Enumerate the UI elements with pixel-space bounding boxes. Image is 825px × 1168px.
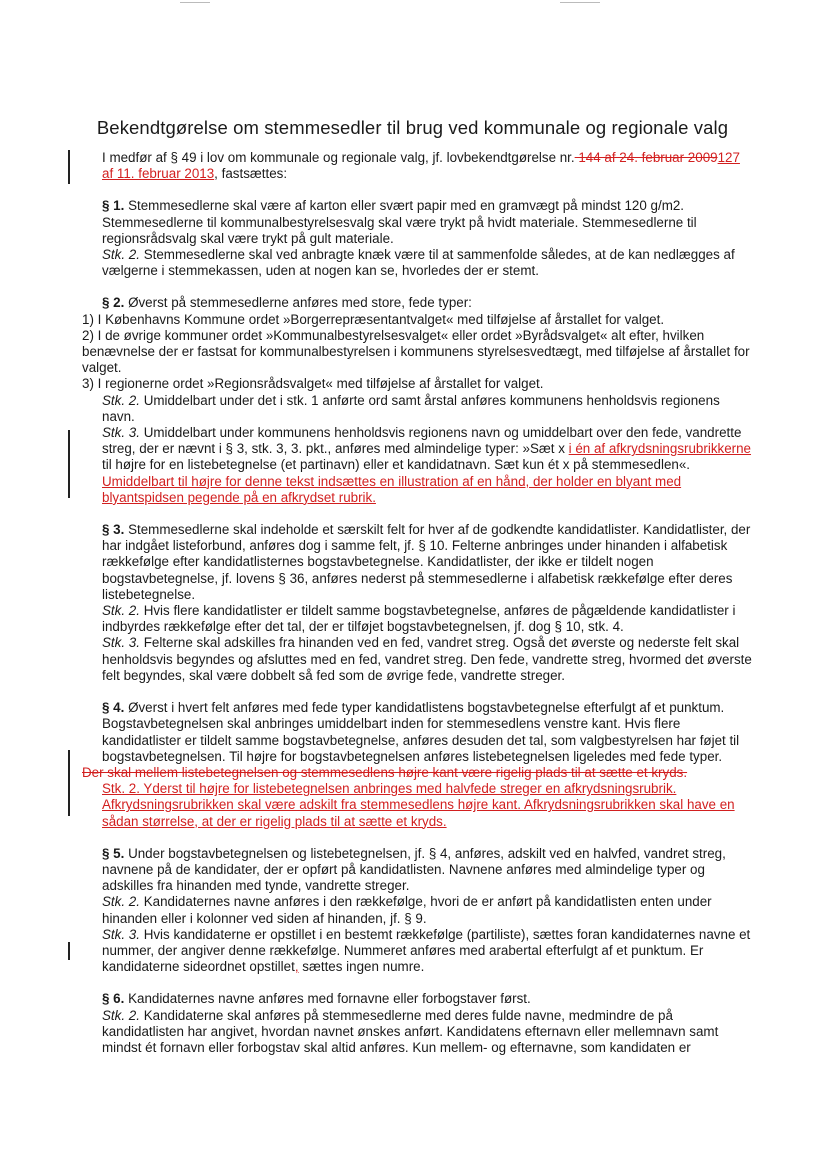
section-text: Kandidaternes navne anføres med fornavne eller forbogstaver først. <box>124 991 531 1007</box>
stk-text: til højre for en listebetegnelse (et partinavn) eller et kandidatnavn. Sæt kun ét x på stemmesedlen«. <box>102 457 691 473</box>
stk-text: Hvis kandidaterne er opstillet i en bestemt rækkefølge (partiliste), sættes foran kandidaternes navne et nummer, der angiver denne rækkefølge. Nummeret anføres med arabertal efterfulgt af et punktum. Er kandidaterne sideordnet opstillet <box>102 926 751 975</box>
section-number: § 2. <box>102 295 125 311</box>
inserted-text: i én af afkrydsningsrubrikkerne <box>568 441 752 457</box>
section-2-stk-3 <box>82 425 754 506</box>
section-6 <box>82 991 754 1007</box>
stk-text: Umiddelbart under det i stk. 1 anførte ord samt årstal anføres kommunens henholdsvis regionens navn. <box>102 392 720 424</box>
intro-text-end: , fastsættes: <box>214 166 288 182</box>
scan-speck <box>180 2 210 3</box>
section-5-stk-3 <box>82 927 754 976</box>
scan-speck <box>560 2 600 3</box>
stk-label: Stk. 2. <box>102 1007 140 1023</box>
section-2-item: 1) I Københavns Kommune ordet »Borgerrepræsentantvalget« med tilføjelse af årstallet for valget. <box>82 311 665 327</box>
deleted-text: Der skal mellem listebetegnelsen og stemmesedlens højre kant være rigelig plads til at sætte et kryds. <box>82 764 688 780</box>
change-bar <box>68 430 70 498</box>
section-number: § 4. <box>102 700 125 716</box>
stk-label: Stk. 2. <box>102 603 140 619</box>
section-4 <box>82 700 754 765</box>
section-1-stk-2 <box>82 247 754 279</box>
stk-label: Stk. 2. <box>102 247 140 263</box>
section-3-stk-2 <box>82 603 754 635</box>
section-text: Stemmesedlerne skal være af karton eller svært papir med en gramvægt på mindst 120 g/m2. Stemmesedlerne til kommunalbestyrelsesvalg skal være trykt på hvidt materiale. Stemmesedlerne til regionsrådsvalg skal være trykt på gult materiale. <box>102 198 697 246</box>
section-4-deleted <box>82 765 754 781</box>
stk-text: Kandidaterne skal anføres på stemmesedlerne med deres fulde navne, medmindre de på kandidatlisten har angivet, hvordan navnet ønskes anført. Kandidatens efternavn eller mellemnavn samt mindst ét fornavn eller forbogstav skal altid anføres. Kun mellem- og efternavne, som kandidaten er <box>102 1007 719 1055</box>
section-1 <box>82 198 754 247</box>
document-body <box>82 150 754 1056</box>
section-text: Øverst i hvert felt anføres med fede typer kandidatlistens bogstavbetegnelse efterfulgt af et punktum. Bogstavbetegnelsen skal anbringes umiddelbart inden for stemmesedlens venstre kant. Hvis flere kandidatlister er tildelt samme bogstavbetegnelse, anføres desuden det tal, som valgbestyrelsen har føjet til bogstavbetegnelsen. Til højre for bogstavbetegnelsen anføres listebetegnelsen ligeledes med fede typer. <box>102 700 740 764</box>
inserted-text: Umiddelbart til højre for denne tekst indsættes en illustration af en hånd, der holder en blyant med blyantspidsen pegende på en afkrydset rubrik. <box>102 473 682 505</box>
section-number: § 5. <box>102 845 125 861</box>
section-2-stk-2 <box>82 393 754 425</box>
inserted-text: 127 af 11. februar 2013 <box>102 150 740 182</box>
stk-label: Stk. 2. <box>102 392 140 408</box>
change-bar <box>68 942 70 960</box>
section-4-inserted <box>82 781 754 830</box>
stk-text: Kandidaternes navne anføres i den rækkefølge, hvori de er anført på kandidatlisten enten under hinanden eller i kolonner ved siden af hinanden, jf. § 9. <box>102 894 712 926</box>
change-bar <box>68 750 70 816</box>
intro-paragraph <box>82 150 754 182</box>
stk-label: Stk. 3. <box>102 926 140 942</box>
stk-text: Umiddelbart under kommunens henholdsvis regionens navn og umiddelbart over den fede, vandrette streg, der er nævnt i § 3, stk. 3, 3. pkt., anføres med almindelige typer: »Sæt x <box>102 425 742 457</box>
inserted-text: Stk. 2. Yderst til højre for listebetegnelsen anbringes med halvfede streger en afkrydsningsrubrik. Afkrydsningsrubrikken skal være adskilt fra stemmesedlens højre kant. Afkrydsningsrubrikken skal have en sådan størrelse, at der er rigelig plads til at sætte et kryds. <box>102 781 735 829</box>
change-bar <box>68 150 70 184</box>
section-5-stk-2 <box>82 894 754 926</box>
section-text: Øverst på stemmesedlerne anføres med store, fede typer: <box>124 295 472 311</box>
deleted-text: 144 af 24. februar 2009 <box>574 150 718 165</box>
section-2-item: 2) I de øvrige kommuner ordet »Kommunalbestyrelsesvalget« eller ordet »Byrådsvalget« alt efter, hvilken benævnelse der er fastsat for kommunalbestyrelsen i kommunens styrelsesvedtægt, med tilføjelse af årstallet for valget. <box>82 327 750 376</box>
section-2 <box>82 295 754 311</box>
section-5 <box>82 846 754 895</box>
stk-label: Stk. 3. <box>102 425 140 441</box>
section-number: § 6. <box>102 991 125 1007</box>
section-number: § 1. <box>102 198 125 214</box>
inserted-text: , <box>294 959 299 975</box>
stk-label: Stk. 3. <box>102 635 140 651</box>
stk-text: Stemmesedlerne skal ved anbragte knæk være til at sammenfolde således, at de kan nedlægges af vælgerne i stemmekassen, uden at nogen kan se, hvorledes der er stemt. <box>102 247 735 279</box>
intro-text: I medfør af § 49 i lov om kommunale og regionale valg, jf. lovbekendtgørelse nr. <box>102 150 575 165</box>
section-6-stk-2 <box>82 1008 754 1057</box>
stk-text: Felterne skal adskilles fra hinanden ved en fed, vandret streg. Også det øverste og nederste felt skal henholdsvis begyndes og afsluttes med en fed, vandret streg. Den fede, vandrette streg, hvormed det øverste felt begyndes, skal være dobbelt så fed som de øvrige fede, vandrette streger. <box>102 635 752 683</box>
section-2-item: 3) I regionerne ordet »Regionsrådsvalget« med tilføjelse af årstallet for valget. <box>82 376 544 392</box>
document-title: Bekendtgørelse om stemmesedler til brug ved kommunale og regionale valg <box>96 117 729 138</box>
section-text: Under bogstavbetegnelsen og listebetegnelsen, jf. § 4, anføres, adskilt ved en halvfed, vandret streg, navnene på de kandidater, der er opført på kandidatlisten. Navnene anføres med almindelige typer og adskilles fra hinanden med tynde, vandrette streger. <box>102 845 726 894</box>
section-number: § 3. <box>102 522 125 538</box>
stk-text: sættes ingen numre. <box>298 959 425 975</box>
section-3-stk-3 <box>82 635 754 684</box>
stk-text: Hvis flere kandidatlister er tildelt samme bogstavbetegnelse, anføres de pågældende kandidatlister i indbyrdes rækkefølge efter det tal, der er tilføjet bogstavbetegnelsen, jf. dog § 10, stk. 4. <box>102 603 736 635</box>
section-text: Stemmesedlerne skal indeholde et særskilt felt for hver af de godkendte kandidatlister. Kandidatlister, der har indgået listeforbund, anføres dog i samme felt, jf. § 10. Felterne anbringes under hinanden i alfabetisk rækkefølge efter kandidatlisternes bogstavbetegnelse. Kandidatlister, der ikke er tildelt nogen bogstavbetegnelse, jf. lovens § 36, anføres nederst på stemmesedlerne i alfabetisk rækkefølge efter deres listebetegnelse. <box>102 522 751 602</box>
stk-label: Stk. 2. <box>102 894 140 910</box>
section-3 <box>82 522 754 603</box>
